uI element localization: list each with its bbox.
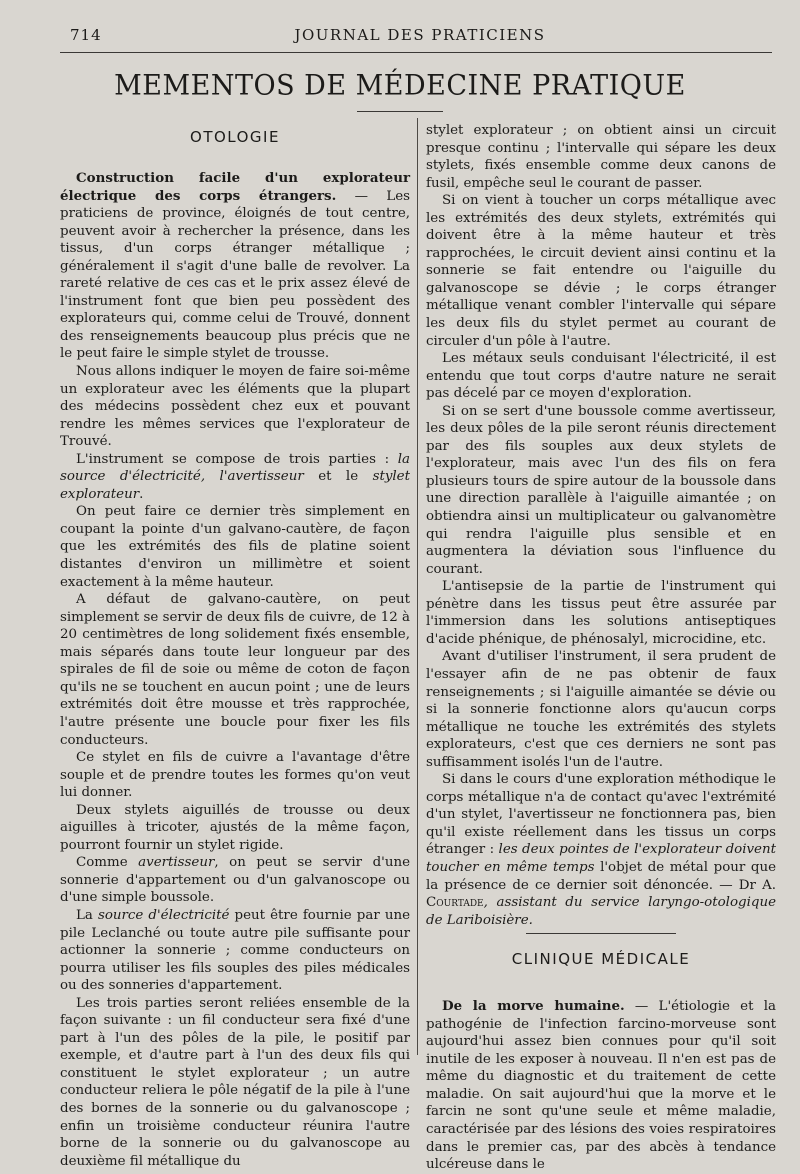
paragraph-text: — Les praticiens de province, éloignés de tout centre, peuvent avoir à rechercher la présence, dans les tissus, d'un corps étranger métallique ; généralement il s'agit d'une balle de revolver. La rareté relative de ces cas et le prix assez élevé de l'instrument font que bien peu possèdent des explorateurs qui, comme celui de Trouvé, donnent des renseignements beaucoup plus précis que ne le peut faire le simple stylet de trousse. bbox=[60, 188, 411, 362]
paragraph: Ce stylet en fils de cuivre a l'avantage d'être souple et de prendre toutes les formes qu'on veut lui donner. bbox=[60, 750, 410, 801]
section-title-otologie: OTOLOGIE bbox=[190, 128, 280, 146]
title-rule bbox=[357, 111, 443, 112]
article-heading: De la morve humaine. bbox=[442, 998, 625, 1015]
paragraph-text: . bbox=[139, 486, 144, 502]
section-rule bbox=[526, 933, 676, 934]
paragraph bbox=[60, 451, 410, 504]
paragraph-text: l'objet de métal pour que la présence de ce dernier soit dénoncée. bbox=[426, 859, 776, 893]
italic-text: source d'électricité bbox=[97, 907, 230, 923]
paragraph: Les trois parties seront reliées ensemble de la façon suivante : un fil conducteur sera fixé d'une part à l'un des pôles de la pile, le positif par exemple, et d'autre part à l'un des deux fils qui constituent le stylet explorateur ; un autre conducteur reliera le pôle négatif de la pile à l'une des bornes de la sonnerie ou du galvanoscope ; enfin un troisième conducteur réunira l'autre borne de la sonnerie ou du galvanoscope au deuxième fil métallique du bbox=[60, 995, 410, 1169]
author-name: A. Courtade bbox=[426, 877, 777, 911]
italic-text: les deux pointes de l'explorateur doivent toucher en même temps bbox=[426, 842, 776, 875]
paragraph: Avant d'utiliser l'instrument, il sera prudent de l'essayer afin de ne pas obtenir de faux renseignements ; si l'aiguille aimantée se dévie ou si la sonnerie fonctionne alors qu'aucun corps métallique ne touche les extrémités des stylets explorateurs, c'est que ces derniers ne sont pas suffisamment isolés l'un de l'autre. bbox=[426, 649, 776, 770]
paragraph: Si on se sert d'une boussole comme avertisseur, les deux pôles de la pile seront réunis directement par des fils souples aux deux stylets de l'explorateur, mais avec l'un des fils on fera plusieurs tours de spire autour de la boussole dans une direction parallèle à l'aiguille aimantée ; on obtiendra ainsi un multiplicateur ou galvanomètre qui rendra l'aiguille plus sensible et en augmentera la déviation sous l'influence du courant. bbox=[426, 403, 776, 577]
left-column bbox=[60, 122, 410, 1170]
paragraph: Les métaux seuls conduisant l'électricité, il est entendu que tout corps d'autre nature ne serait pas décelé par ce moyen d'exploration. bbox=[426, 351, 776, 402]
main-title: MEMENTOS DE MÉDECINE PRATIQUE bbox=[114, 69, 686, 102]
paragraph bbox=[60, 907, 410, 995]
paragraph bbox=[60, 170, 410, 363]
section-title-clinique: CLINIQUE MÉDICALE bbox=[511, 950, 691, 969]
paragraph bbox=[426, 998, 776, 1173]
column-separator bbox=[417, 118, 418, 1055]
paragraph: Deux stylets aiguillés de trousse ou deux aiguilles à tricoter, ajustés de la même façon, pourront fournir un stylet rigide. bbox=[60, 802, 410, 853]
paragraph-text: Si dans le cours d'une exploration méthodique le corps métallique n'a de contact qu'avec l'extrémité d'un stylet, l'avertisseur ne fonctionnera pas, bien qu'il existe réellement dans les tissus un corps étranger : bbox=[426, 772, 776, 858]
italic-text: stylet explorateur bbox=[60, 469, 410, 502]
paragraph: stylet explorateur ; on obtient ainsi un circuit presque continu ; l'intervalle qui sépare les deux stylets, fixés ensemble comme deux canons de fusil, empêche seul le courant de passer. bbox=[426, 123, 776, 191]
paragraph bbox=[60, 854, 410, 907]
right-column bbox=[426, 122, 776, 1174]
paragraph-text: — L'étiologie et la pathogénie de l'infection farcino-morveuse sont aujourd'hui assez bien connues pour qu'il soit inutile de les exposer à nouveau. Il n'en est pas de même du diagnostic et du traitement de cette maladie. On sait aujourd'hui que la morve et le farcin ne sont qu'une seule et même maladie, caractérisée par des lésions des voies respiratoires dans le premier cas, par des abcès à tendance ulcéreuse dans le bbox=[426, 999, 776, 1173]
paragraph-text: peut être fournie par une pile Leclanché ou toute autre pile suffisante pour actionner la sonnerie ; comme conducteurs on pourra utiliser les fils souples des piles médicales ou des sonneries d'appartement. bbox=[60, 907, 410, 994]
paragraph-text: et le bbox=[303, 469, 373, 485]
paragraph: L'antisepsie de la partie de l'instrument qui pénètre dans les tissus peut être assurée par l'immersion dans les solutions antiseptiques d'acide phénique, de phénosalyl, microcidine, etc. bbox=[426, 579, 776, 647]
paragraph-text: La bbox=[76, 907, 98, 923]
paragraph bbox=[426, 771, 776, 929]
running-header bbox=[70, 22, 770, 46]
italic-text: avertisseur bbox=[138, 855, 215, 871]
header-rule bbox=[60, 52, 772, 53]
signature-prefix: — Dr bbox=[719, 877, 763, 893]
paragraph-text: L'instrument se compose de trois parties : bbox=[76, 451, 398, 467]
author-affiliation: , assistant du service laryngo-otologique de Lariboisière. bbox=[426, 895, 776, 928]
italic-text: la source d'électricité, l'avertisseur bbox=[60, 451, 410, 485]
running-title: JOURNAL DES PRATICIENS bbox=[294, 26, 546, 44]
paragraph: Nous allons indiquer le moyen de faire soi-même un explorateur avec les éléments que la plupart des médecins possèdent chez eux et pouvant rendre les mêmes services que l'explorateur de Trouvé. bbox=[60, 364, 410, 450]
paragraph: Si on vient à toucher un corps métallique avec les extrémités des deux stylets, extrémités qui doivent être à la même hauteur et très rapprochées, le circuit devient ainsi continu et la sonnerie se fait entendre ou l'aiguille du galvanoscope se dévie ; le corps étranger métallique venant combler l'intervalle qui sépare les deux fils du stylet permet au courant de circuler d'un pôle à l'autre. bbox=[426, 193, 776, 349]
paragraph-text: Comme bbox=[76, 855, 139, 871]
page-number: 714 bbox=[70, 26, 102, 44]
paragraph-text: , on peut se servir d'une sonnerie d'appartement ou d'un galvanoscope ou d'une simple boussole. bbox=[60, 855, 410, 906]
paragraph: A défaut de galvano-cautère, on peut simplement se servir de deux fils de cuivre, de 12 à 20 centimètres de long solidement fixés ensemble, mais séparés dans toute leur longueur par des spirales de fil de soie ou même de coton de façon qu'ils ne se touchent en aucun point ; une de leurs extrémités doit être mousse et très rapprochée, l'autre présente une boucle pour fixer les fils conducteurs. bbox=[60, 592, 410, 748]
paragraph: On peut faire ce dernier très simplement en coupant la pointe d'un galvano-cautère, de façon que les extrémités des fils de platine soient distantes d'environ un millimètre et soient exactement à la même hauteur. bbox=[60, 504, 410, 590]
article-heading: Construction facile d'un explorateur électrique des corps étrangers. bbox=[60, 170, 410, 204]
